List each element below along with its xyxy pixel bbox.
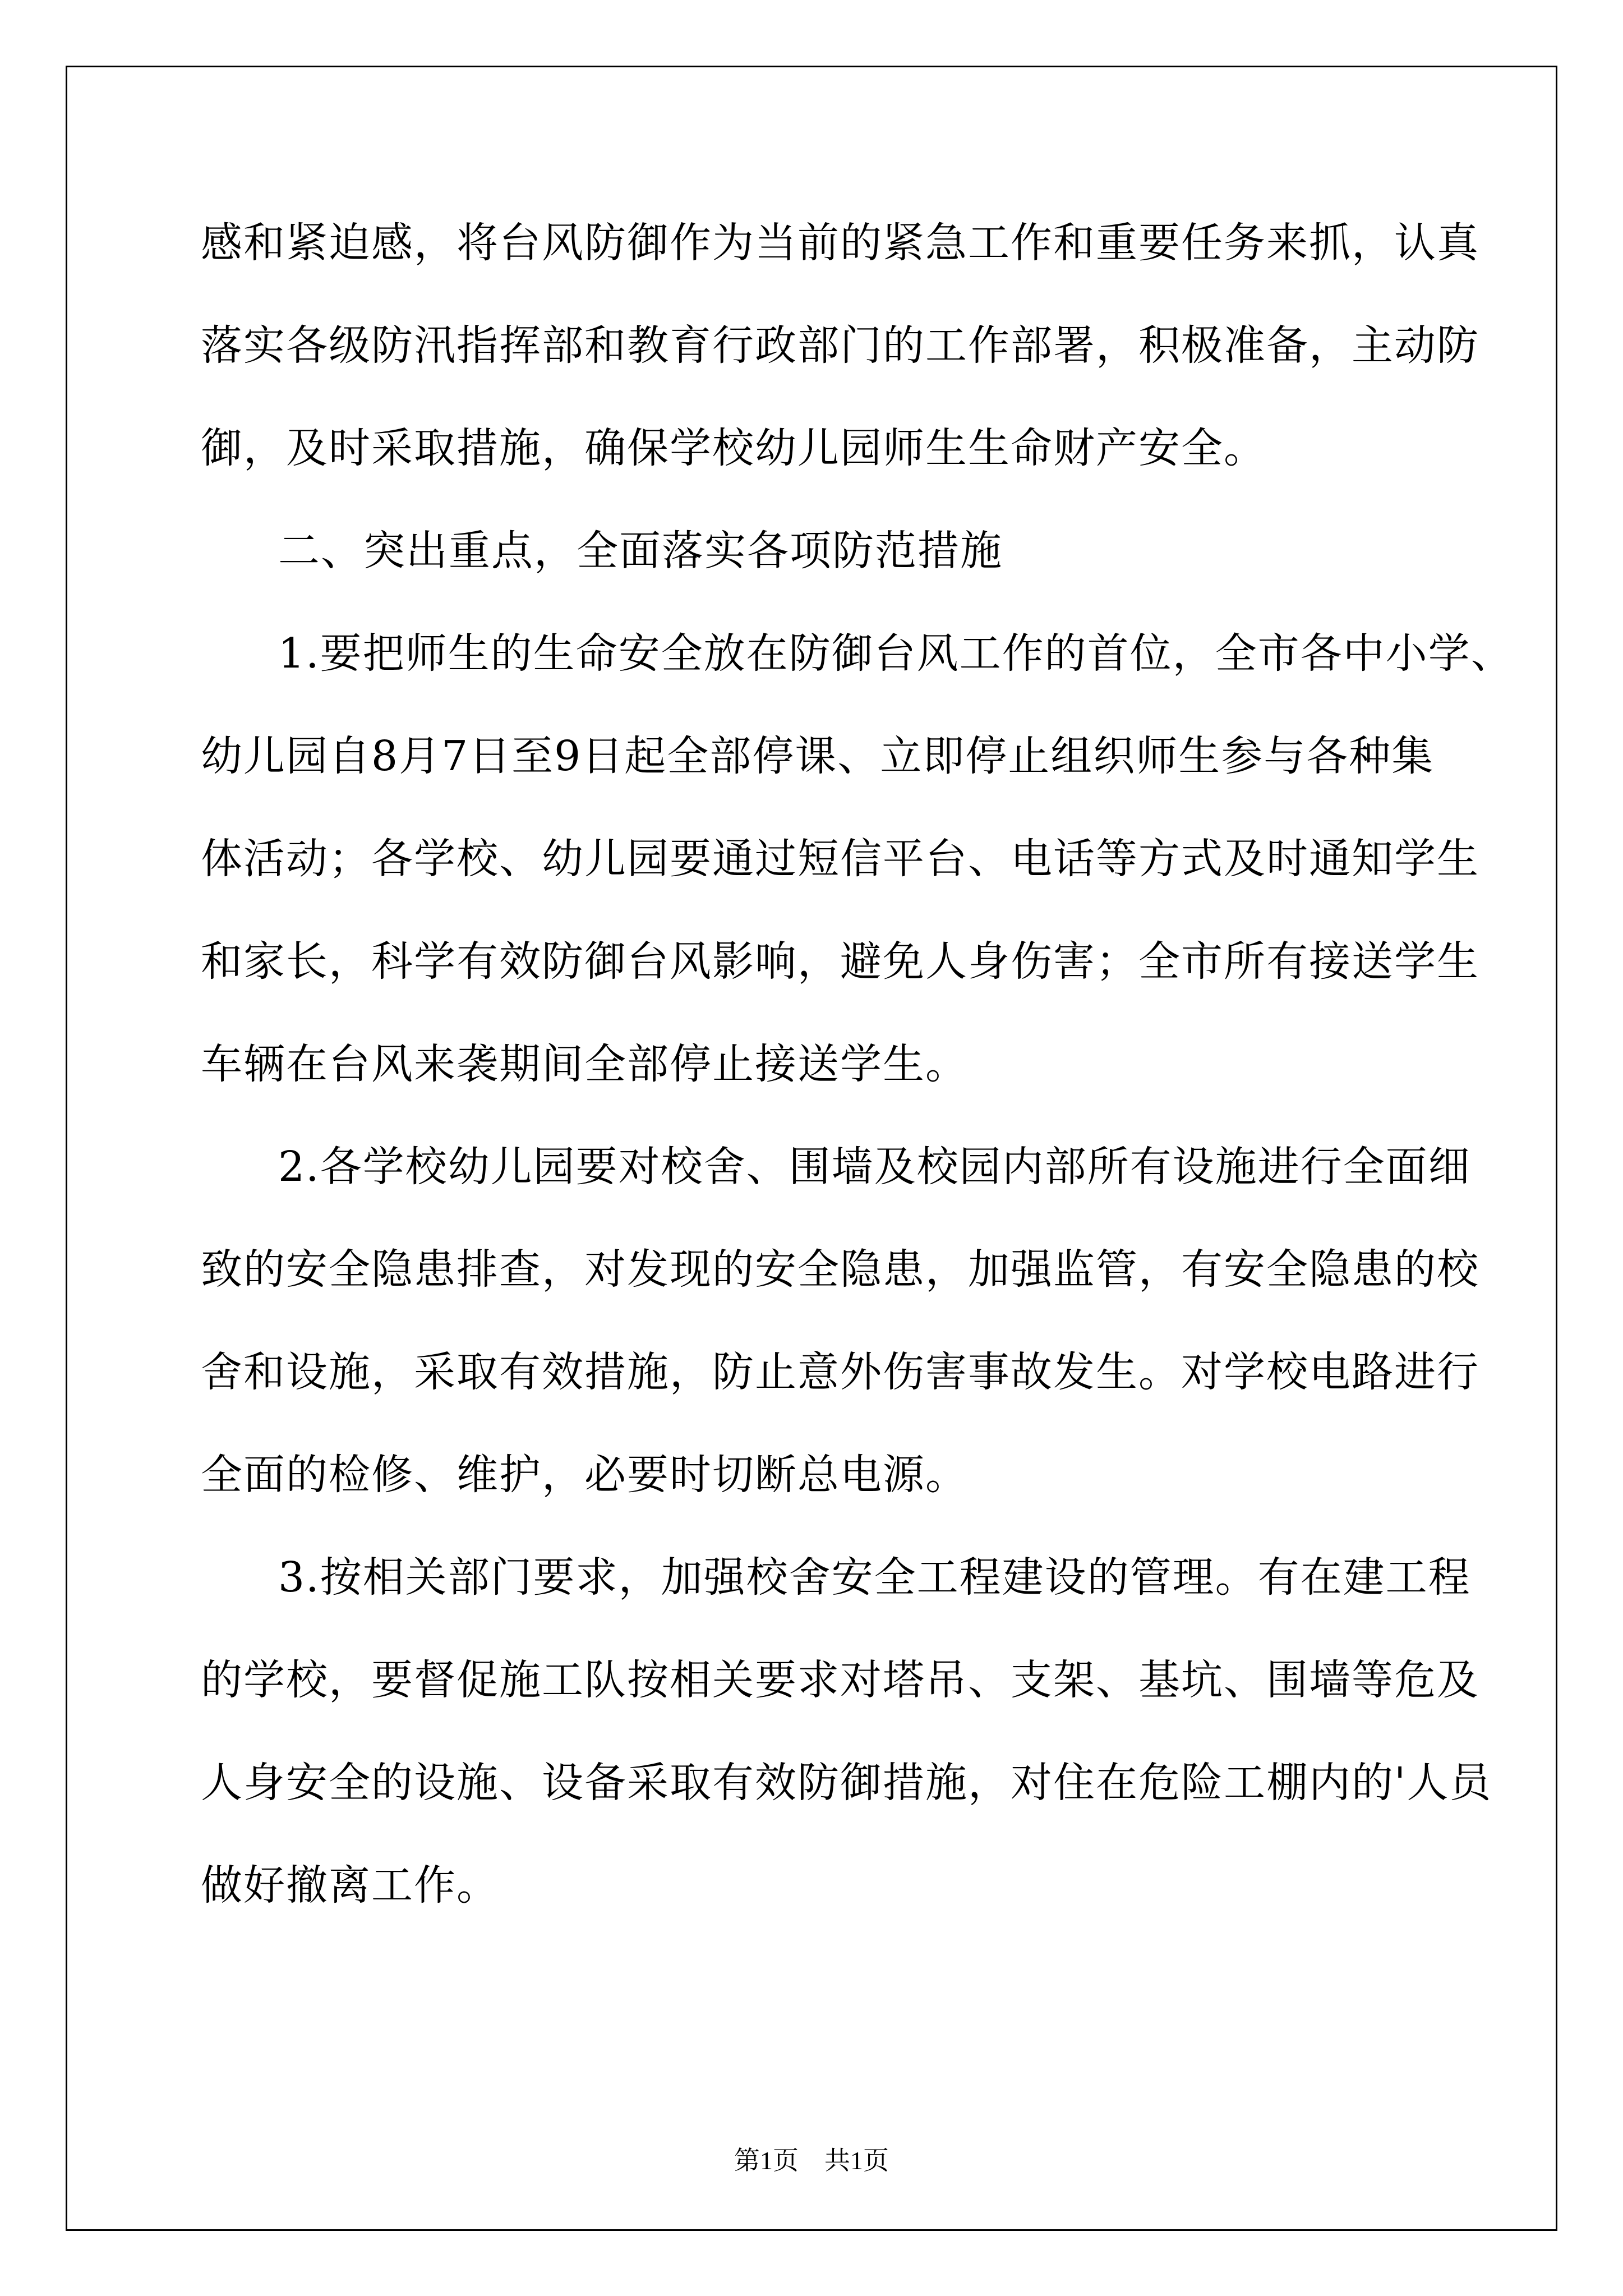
paragraph-first-line: 3.按相关部门要求，加强校舍安全工程建设的管理。有在建工程 — [278, 1553, 1471, 1602]
text-line: 车辆在台风来袭期间全部停止接送学生。 — [201, 1040, 968, 1088]
text-line: 做好撤离工作。 — [201, 1861, 499, 1910]
text-line: 落实各级防汛指挥部和教育行政部门的工作部署，积极准备，主动防 — [201, 321, 1479, 370]
text-line: 的学校，要督促施工队按相关要求对塔吊、支架、基坑、围墙等危及 — [201, 1656, 1479, 1704]
paragraph-first-line: 2.各学校幼儿园要对校舍、围墙及校园内部所有设施进行全面细 — [278, 1143, 1471, 1191]
text-line: 和家长，科学有效防御台风影响，避免人身伤害；全市所有接送学生 — [201, 937, 1479, 986]
text-line: 全面的检修、维护，必要时切断总电源。 — [201, 1451, 968, 1499]
text-line: 感和紧迫感，将台风防御作为当前的紧急工作和重要任务来抓，认真 — [201, 219, 1479, 267]
text-line: 幼儿园自8月7日至9日起全部停课、立即停止组织师生参与各种集 — [201, 732, 1435, 780]
text-line: 致的安全隐患排查，对发现的安全隐患，加强监管，有安全隐患的校 — [201, 1245, 1479, 1294]
page-number-footer: 第1页 共1页 — [734, 2146, 889, 2175]
text-line: 人身安全的设施、设备采取有效防御措施，对住在危险工棚内的'人员 — [201, 1759, 1492, 1807]
section-heading: 二、突出重点，全面落实各项防范措施 — [278, 527, 1003, 575]
text-line: 体活动；各学校、幼儿园要通过短信平台、电话等方式及时通知学生 — [201, 835, 1479, 883]
text-line: 舍和设施，采取有效措施，防止意外伤害事故发生。对学校电路进行 — [201, 1348, 1479, 1396]
text-line: 御，及时采取措施，确保学校幼儿园师生生命财产安全。 — [201, 424, 1266, 472]
paragraph-first-line: 1.要把师生的生命安全放在防御台风工作的首位，全市各中小学、 — [278, 629, 1514, 678]
